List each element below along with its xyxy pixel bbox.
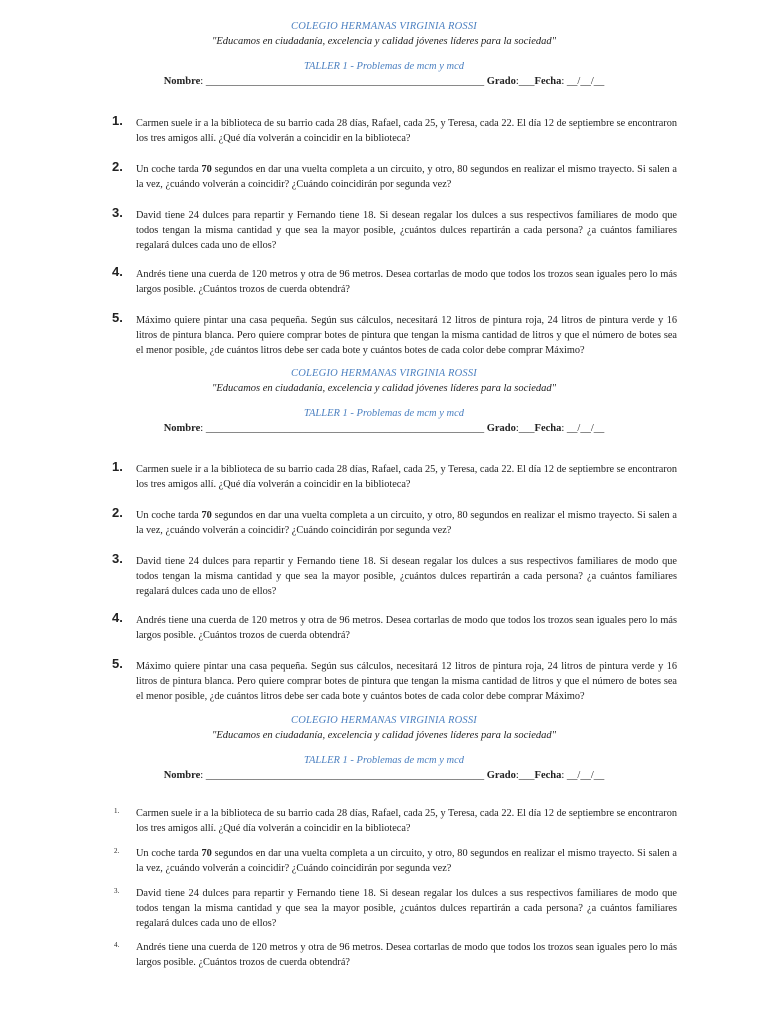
name-grade-date-line [0, 422, 768, 435]
question-number: 3. [114, 887, 120, 895]
name-label: Nombre [163, 770, 201, 781]
date-label: Fecha [534, 76, 562, 87]
name-blank: : _____________________________________________________ [200, 76, 485, 87]
question-text: Andrés tiene una cuerda de 120 metros y otra de 96 metros. Desea cortarlas de modo que todos los trozos sean iguales pero lo más largos posible. ¿Cuántos trozos de cuerda obtendrá? [136, 269, 677, 295]
grade-label: Grado [486, 770, 516, 781]
question-number: 4. [114, 941, 120, 949]
date-label: Fecha [534, 423, 562, 434]
question-number: 2. [114, 847, 120, 855]
question-text: Máximo quiere pintar una casa pequeña. Según sus cálculos, necesitará 12 litros de pintura roja, 24 litros de pintura verde y 16 litros de pintura blanca. Pero quiere comprar botes de pintura que tengan la misma cantidad de litros y que el número de botes sea el menor posible, ¿de cuántos litros debe ser cada bote y cuántos botes de cada color debe comprar Máximo? [136, 661, 677, 702]
school-motto: "Educamos en ciudadanía, excelencia y calidad jóvenes líderes para la sociedad" [211, 383, 557, 394]
question-text: Carmen suele ir a la biblioteca de su barrio cada 28 días, Rafael, cada 25, y Teresa, cada 22. El día 12 de septiembre se encontraron los tres amigos allí. ¿Qué día volverán a coincidir en la biblioteca? [136, 808, 677, 834]
date-blank: : __/__/__ [561, 423, 605, 434]
question-text: Un coche tarda 70 segundos en dar una vuelta completa a un circuito, y otro, 80 segundos en realizar el mismo trayecto. Si salen a la vez, ¿cuándo volverán a coincidir? ¿Cuándo coincidirán por segunda vez? [136, 510, 677, 536]
workshop-title: TALLER 1 - Problemas de mcm y mcd [303, 61, 465, 72]
question-text: Un coche tarda 70 segundos en dar una vuelta completa a un circuito, y otro, 80 segundos en realizar el mismo trayecto. Si salen a la vez, ¿cuándo volverán a coincidir? ¿Cuándo coincidirán por segunda vez? [136, 848, 677, 874]
question-text: Andrés tiene una cuerda de 120 metros y otra de 96 metros. Desea cortarlas de modo que todos los trozos sean iguales pero lo más largos posible. ¿Cuántos trozos de cuerda obtendrá? [136, 942, 677, 968]
name-grade-date-line [0, 75, 768, 88]
question-text: David tiene 24 dulces para repartir y Fernando tiene 18. Si desean regalar los dulces a sus respectivos familiares de modo que todos tengan la misma cantidad y que sea la mayor posible, ¿cuántos dulces repartirán a cada persona? ¿a cuántos familiares regalará dulces cada uno de ellos? [136, 556, 677, 597]
question-text: Un coche tarda 70 segundos en dar una vuelta completa a un circuito, y otro, 80 segundos en realizar el mismo trayecto. Si salen a la vez, ¿cuándo volverán a coincidir? ¿Cuándo coincidirán por segunda vez? [136, 164, 677, 190]
name-label: Nombre [163, 76, 201, 87]
question-number: 1. [114, 807, 120, 815]
grade-blank: :___ [515, 423, 535, 434]
question-text: Máximo quiere pintar una casa pequeña. Según sus cálculos, necesitará 12 litros de pintura roja, 24 litros de pintura verde y 16 litros de pintura blanca. Pero quiere comprar botes de pintura que tengan la misma cantidad de litros y que el número de botes sea el menor posible, ¿de cuántos litros debe ser cada bote y cuántos botes de cada color debe comprar Máximo? [136, 315, 677, 356]
school-motto: "Educamos en ciudadanía, excelencia y calidad jóvenes líderes para la sociedad" [211, 730, 557, 741]
school-name: COLEGIO HERMANAS VIRGINIA ROSSI [291, 21, 477, 32]
grade-blank: :___ [515, 76, 535, 87]
question-number: 4. [112, 610, 123, 625]
question-text: Carmen suele ir a la biblioteca de su barrio cada 28 días, Rafael, cada 25, y Teresa, cada 22. El día 12 de septiembre se encontraron los tres amigos allí. ¿Qué día volverán a coincidir en la biblioteca? [136, 464, 677, 490]
question-text: Carmen suele ir a la biblioteca de su barrio cada 28 días, Rafael, cada 25, y Teresa, cada 22. El día 12 de septiembre se encontraron los tres amigos allí. ¿Qué día volverán a coincidir en la biblioteca? [136, 118, 677, 144]
question-number: 1. [112, 113, 123, 128]
grade-label: Grado [486, 423, 516, 434]
question-text: David tiene 24 dulces para repartir y Fernando tiene 18. Si desean regalar los dulces a sus respectivos familiares de modo que todos tengan la misma cantidad y que sea la mayor posible, ¿cuántos dulces repartirán a cada persona? ¿a cuántos familiares regalará dulces cada uno de ellos? [136, 888, 677, 929]
question-text: Andrés tiene una cuerda de 120 metros y otra de 96 metros. Desea cortarlas de modo que todos los trozos sean iguales pero lo más largos posible. ¿Cuántos trozos de cuerda obtendrá? [136, 615, 677, 641]
question-number: 5. [112, 656, 123, 671]
question-text: David tiene 24 dulces para repartir y Fernando tiene 18. Si desean regalar los dulces a sus respectivos familiares de modo que todos tengan la misma cantidad y que sea la mayor posible, ¿cuántos dulces repartirán a cada persona? ¿a cuántos familiares regalará dulces cada uno de ellos? [136, 210, 677, 251]
header-copy-1 [0, 20, 768, 88]
question-number: 1. [112, 459, 123, 474]
workshop-title: TALLER 1 - Problemas de mcm y mcd [303, 755, 465, 766]
question-number: 4. [112, 264, 123, 279]
header-copy-3 [0, 714, 768, 782]
name-blank: : _____________________________________________________ [200, 423, 485, 434]
question-number: 2. [112, 505, 123, 520]
name-label: Nombre [163, 423, 201, 434]
date-blank: : __/__/__ [561, 770, 605, 781]
school-name: COLEGIO HERMANAS VIRGINIA ROSSI [291, 715, 477, 726]
question-number: 3. [112, 551, 123, 566]
question-number: 5. [112, 310, 123, 325]
date-label: Fecha [534, 770, 562, 781]
workshop-title: TALLER 1 - Problemas de mcm y mcd [303, 408, 465, 419]
school-motto: "Educamos en ciudadanía, excelencia y calidad jóvenes líderes para la sociedad" [211, 36, 557, 47]
name-blank: : _____________________________________________________ [200, 770, 485, 781]
name-grade-date-line [0, 769, 768, 782]
question-number: 2. [112, 159, 123, 174]
header-copy-2 [0, 367, 768, 435]
grade-label: Grado [486, 76, 516, 87]
question-number: 3. [112, 205, 123, 220]
date-blank: : __/__/__ [561, 76, 605, 87]
school-name: COLEGIO HERMANAS VIRGINIA ROSSI [291, 368, 477, 379]
grade-blank: :___ [515, 770, 535, 781]
